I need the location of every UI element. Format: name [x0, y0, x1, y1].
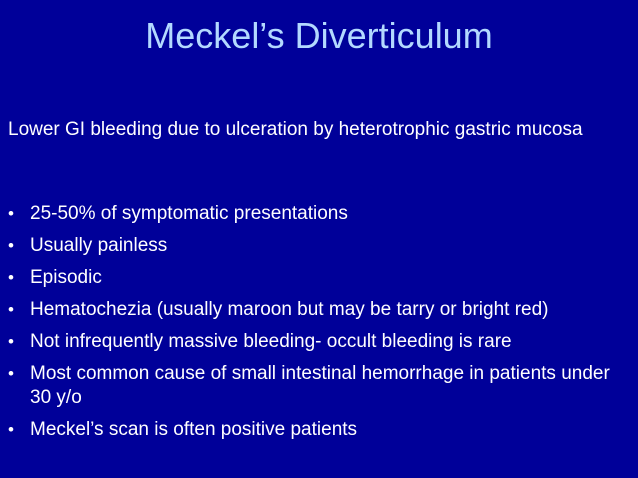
bullet-text: 25-50% of symptomatic presentations — [30, 203, 348, 224]
bullet-icon: • — [8, 268, 14, 287]
bullet-item — [8, 330, 622, 354]
bullet-item — [8, 298, 622, 322]
bullet-item — [8, 234, 622, 258]
bullet-text: Episodic — [30, 267, 102, 288]
bullet-text: Not infrequently massive bleeding- occult bleeding is rare — [30, 331, 512, 352]
bullet-item — [8, 202, 622, 226]
bullet-text: Most common cause of small intestinal hemorrhage in patients under 30 y/o — [30, 363, 610, 408]
bullet-icon: • — [8, 204, 14, 223]
bullet-item — [8, 418, 622, 442]
intro-paragraph: Lower GI bleeding due to ulceration by heterotrophic gastric mucosa — [8, 119, 583, 140]
bullet-text: Usually painless — [30, 235, 168, 256]
bullet-text: Meckel’s scan is often positive patients — [30, 419, 358, 440]
bullet-icon: • — [8, 300, 14, 319]
bullet-item — [8, 266, 622, 290]
slide-title: Meckel’s Diverticulum — [145, 15, 493, 56]
bullet-icon: • — [8, 332, 14, 351]
bullet-icon: • — [8, 236, 14, 255]
bullet-icon: • — [8, 420, 14, 439]
bullet-text: Hematochezia (usually maroon but may be tarry or bright red) — [30, 299, 549, 320]
bullet-item — [8, 362, 622, 410]
bullet-list — [8, 202, 622, 450]
bullet-icon: • — [8, 364, 14, 383]
